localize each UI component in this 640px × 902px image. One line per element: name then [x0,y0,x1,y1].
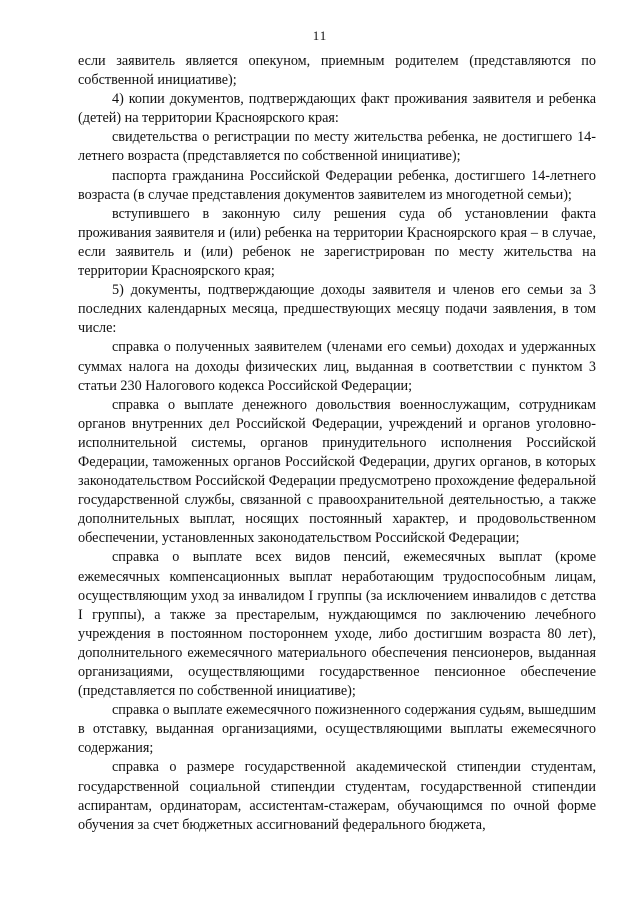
paragraph: 4) копии документов, подтверждающих факт проживания заявителя и ребенка (детей) на территории Красноярского края: [78,91,596,127]
paragraph: справка о выплате всех видов пенсий, ежемесячных выплат (кроме ежемесячных компенсационных выплат неработающим трудоспособным лицам, осуществляющим уход за инвалидом I группы (за исключением инвалидов с детства I группы), а также за престарелым, нуждающимся по заключению лечебного учреждения в постоянном постороннем уходе, либо достигшим возраста 80 лет), дополнительного ежемесячного материального обеспечения пенсионеров, выданная организациями, осуществляющими государственное пенсионное обеспечение (представляется по собственной инициативе); [78,549,596,700]
paragraph: 5) документы, подтверждающие доходы заявителя и членов его семьи за 3 последних календарных месяца, предшествующих месяцу подачи заявления, в том числе: [78,282,596,337]
paragraph: справка о выплате денежного довольствия военнослужащим, сотрудникам органов внутренних дел Российской Федерации, учреждений и органов уголовно-исполнительной системы, органов принудительного исполнения Российской Федерации, таможенных органов Российской Федерации, других органов, в которых законодательством Российской Федерации предусмотрено прохождение федеральной государственной службы, связанной с правоохранительной деятельностью, а также дополнительных выплат, носящих постоянный характер, и продовольственном обеспечении, установленных законодательством Российской Федерации; [78,396,596,547]
paragraph: вступившего в законную силу решения суда об установлении факта проживания заявителя и (или) ребенка на территории Красноярского края – в случае, если заявитель и (или) ребенок не зарегистрирован по месту жительства на территории Красноярского края; [78,205,596,280]
paragraph: паспорта гражданина Российской Федерации ребенка, достигшего 14-летнего возраста (в случае представления документов заявителем из многодетной семьи); [78,167,596,203]
paragraph: справка о полученных заявителем (членами его семьи) доходах и удержанных суммах налога на доходы физических лиц, выданная в соответствии с пунктом 3 статьи 230 Налогового кодекса Российской Федерации; [78,339,596,394]
paragraph: если заявитель является опекуном, приемным родителем (представляются по собственной инициативе); [78,53,596,89]
paragraph: справка о размере государственной академической стипендии студентам, государственной социальной стипендии студентам, государственной стипендии аспирантам, ординаторам, ассистентам-стажерам, обучающимся по очной форме обучения за счет бюджетных ассигнований федерального бюджета, [78,759,596,833]
paragraph: свидетельства о регистрации по месту жительства ребенка, не достигшего 14-летнего возраста (представляется по собственной инициативе); [78,129,596,165]
page-number: 11 [312,28,328,43]
paragraph: справка о выплате ежемесячного пожизненного содержания судьям, вышедшим в отставку, выданная организациями, осуществляющими выплаты ежемесячного содержания; [78,702,596,757]
document-body [78,52,596,835]
